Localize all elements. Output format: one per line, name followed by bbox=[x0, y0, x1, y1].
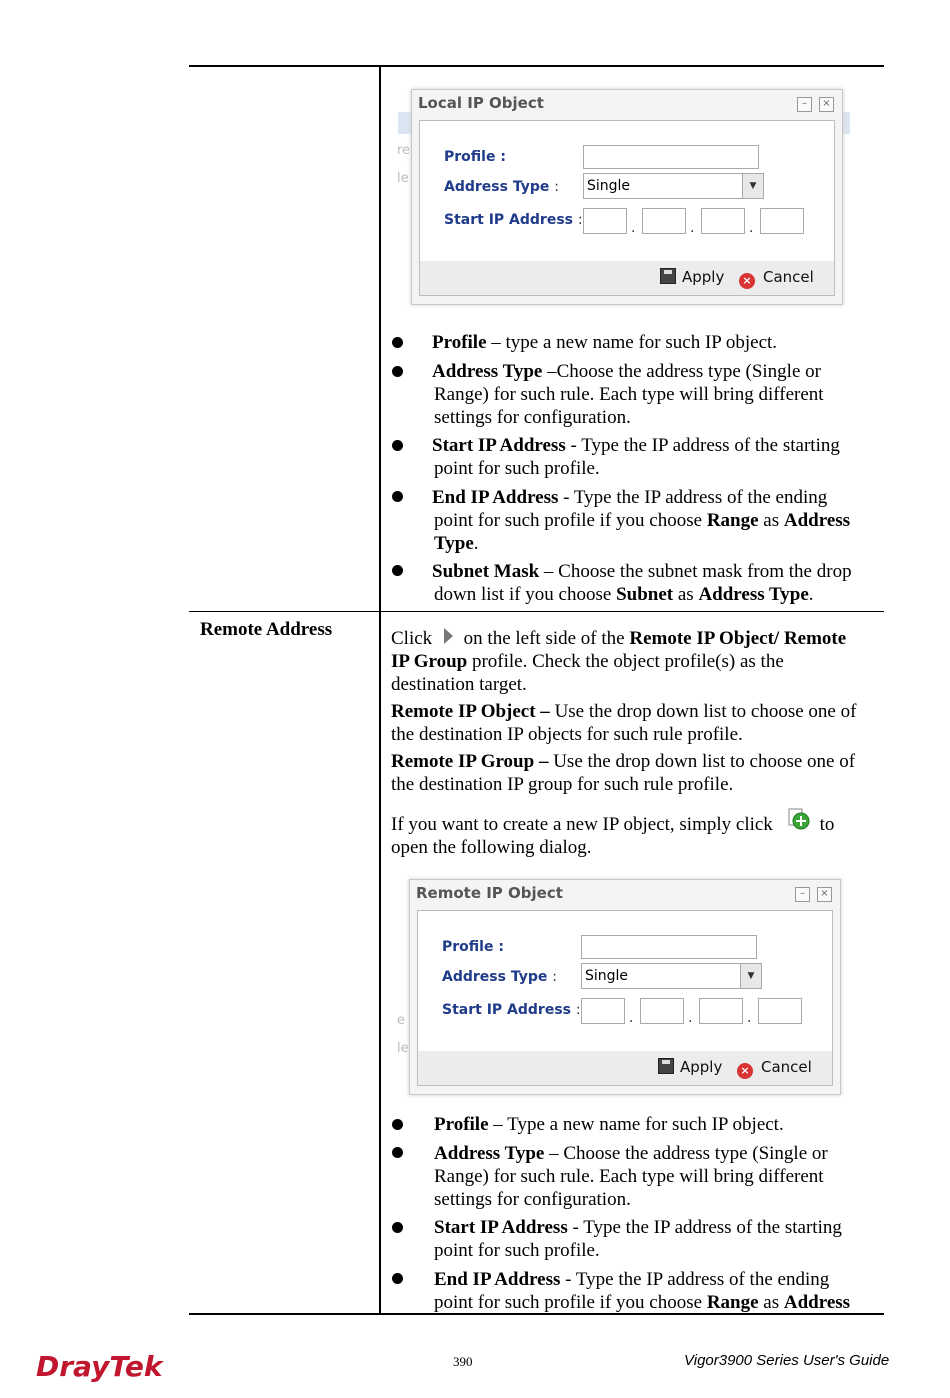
minimize-icon[interactable]: – bbox=[797, 97, 812, 112]
address-type-label-text: Address Type bbox=[442, 969, 548, 985]
profile-input[interactable] bbox=[581, 935, 757, 959]
bullet-term: Subnet Mask bbox=[432, 561, 540, 582]
bullet-term: End IP Address bbox=[432, 487, 559, 508]
dialog-footer bbox=[417, 1051, 833, 1086]
remote-paragraph-4 bbox=[391, 808, 881, 859]
start-ip-octet-3[interactable] bbox=[699, 998, 743, 1024]
bullet-term: Profile bbox=[434, 1114, 489, 1135]
remote-text: open the following dialog. bbox=[391, 837, 592, 858]
start-ip-octet-2[interactable] bbox=[642, 208, 686, 234]
apply-label: Apply bbox=[680, 1058, 723, 1076]
address-type-label-text: Address Type bbox=[444, 179, 550, 195]
bullet-end-ip bbox=[434, 1268, 874, 1314]
background-text: le bbox=[397, 171, 409, 186]
bullet-dot bbox=[392, 491, 403, 502]
ip-separator: . bbox=[690, 220, 695, 236]
address-type-value: Single bbox=[587, 178, 631, 194]
cancel-button[interactable] bbox=[737, 1058, 812, 1079]
start-ip-octet-3[interactable] bbox=[701, 208, 745, 234]
address-type-label bbox=[442, 969, 557, 985]
bullet-term: End IP Address bbox=[434, 1269, 561, 1290]
expand-arrow-icon bbox=[441, 626, 455, 648]
bullet-term: Range bbox=[706, 510, 759, 531]
cancel-icon: × bbox=[737, 1063, 753, 1079]
bullet-term: Subnet bbox=[616, 584, 674, 605]
guide-title: Vigor3900 Series User's Guide bbox=[684, 1352, 890, 1369]
bullet-term: Address Type bbox=[434, 1143, 545, 1164]
start-ip-label bbox=[444, 212, 583, 228]
remote-term: IP Group bbox=[391, 651, 468, 672]
colon: : bbox=[552, 969, 557, 985]
bullet-end-ip bbox=[432, 486, 872, 555]
bullet-text: – type a new name for such IP object. bbox=[486, 332, 778, 353]
minimize-icon[interactable]: – bbox=[795, 887, 810, 902]
bullet-text: down list if you choose bbox=[434, 584, 617, 605]
remote-paragraph-1 bbox=[391, 626, 881, 696]
cancel-icon: × bbox=[739, 273, 755, 289]
table-top-border bbox=[189, 65, 884, 67]
background-text: le bbox=[397, 1041, 409, 1056]
remote-term: Remote IP Object – bbox=[391, 701, 550, 722]
bullet-dot bbox=[392, 1222, 403, 1233]
bullet-term: Address bbox=[783, 1292, 851, 1313]
start-ip-label-text: Start IP Address bbox=[442, 1002, 571, 1018]
address-type-select[interactable] bbox=[583, 173, 764, 199]
dialog-body bbox=[417, 910, 833, 1052]
bullet-text: settings for configuration. bbox=[434, 1189, 631, 1210]
cancel-button[interactable] bbox=[739, 268, 814, 289]
bullet-text: - Type the IP address of the ending bbox=[560, 1269, 830, 1290]
draytek-logo: DrayTek bbox=[36, 1350, 163, 1383]
dialog-body bbox=[419, 120, 835, 262]
apply-label: Apply bbox=[682, 268, 725, 286]
remote-ip-object-dialog bbox=[409, 879, 841, 1095]
profile-label: Profile : bbox=[444, 149, 506, 165]
save-icon bbox=[660, 268, 676, 284]
bullet-text: point for such profile. bbox=[434, 1240, 600, 1261]
apply-button[interactable] bbox=[658, 1058, 722, 1076]
bullet-start-ip bbox=[434, 1216, 874, 1262]
bullet-text: - Type the IP address of the ending bbox=[558, 487, 828, 508]
background-text: re bbox=[397, 143, 411, 158]
ip-separator: . bbox=[747, 1010, 752, 1026]
page-number: 390 bbox=[453, 1354, 473, 1369]
dialog-title: Remote IP Object bbox=[416, 884, 563, 902]
start-ip-label-text: Start IP Address bbox=[444, 212, 573, 228]
bullet-dot bbox=[392, 366, 403, 377]
bullet-dot bbox=[392, 337, 403, 348]
table-row-divider bbox=[189, 611, 884, 612]
remote-text: the destination IP objects for such rule profile. bbox=[391, 724, 743, 745]
save-icon bbox=[658, 1058, 674, 1074]
bullet-profile bbox=[434, 1113, 874, 1136]
address-type-select[interactable] bbox=[581, 963, 762, 989]
bullet-text: point for such profile if you choose bbox=[434, 1292, 707, 1313]
bullet-text: as bbox=[758, 510, 784, 531]
bullet-dot bbox=[392, 1273, 403, 1284]
address-type-value: Single bbox=[585, 968, 629, 984]
start-ip-octet-4[interactable] bbox=[758, 998, 802, 1024]
bullet-text: point for such profile if you choose bbox=[434, 510, 707, 531]
bullet-profile bbox=[432, 331, 872, 354]
remote-text: destination target. bbox=[391, 674, 527, 695]
colon: : bbox=[577, 212, 583, 228]
dialog-title: Local IP Object bbox=[418, 94, 544, 112]
cancel-label: Cancel bbox=[761, 1058, 812, 1076]
bullet-text: as bbox=[673, 584, 699, 605]
remote-text: the destination IP group for such rule profile. bbox=[391, 774, 734, 795]
colon: : bbox=[554, 179, 559, 195]
click-text: Click bbox=[391, 628, 433, 649]
close-icon[interactable]: × bbox=[817, 887, 832, 902]
start-ip-octet-2[interactable] bbox=[640, 998, 684, 1024]
remote-text: profile. Check the object profile(s) as the bbox=[467, 651, 784, 672]
bullet-text: Range) for such rule. Each type will bring different bbox=[434, 1166, 824, 1187]
bullet-text: as bbox=[758, 1292, 784, 1313]
bullet-text: –Choose the address type (Single or bbox=[542, 361, 821, 382]
bullet-text: – Type a new name for such IP object. bbox=[488, 1114, 784, 1135]
bullet-dot bbox=[392, 565, 403, 576]
bullet-text: Range) for such rule. Each type will bring different bbox=[434, 384, 824, 405]
address-type-label bbox=[444, 179, 559, 195]
bullet-term: Profile bbox=[432, 332, 487, 353]
bullet-text: – Choose the address type (Single or bbox=[544, 1143, 828, 1164]
chevron-down-icon[interactable]: ▼ bbox=[740, 964, 761, 988]
remote-text: Use the drop down list to choose one of bbox=[548, 751, 856, 772]
bullet-text: point for such profile. bbox=[434, 458, 600, 479]
bullet-text: settings for configuration. bbox=[434, 407, 631, 428]
add-object-icon bbox=[786, 808, 812, 832]
bullet-start-ip bbox=[432, 434, 872, 480]
profile-input[interactable] bbox=[583, 145, 759, 169]
bullet-term: Address Type bbox=[432, 361, 543, 382]
start-ip-octet-4[interactable] bbox=[760, 208, 804, 234]
cancel-label: Cancel bbox=[763, 268, 814, 286]
bullet-term: Address bbox=[783, 510, 851, 531]
remote-term: Remote IP Group – bbox=[391, 751, 549, 772]
bullet-text: – Choose the subnet mask from the drop bbox=[539, 561, 852, 582]
row-label-remote-address: Remote Address bbox=[200, 619, 333, 640]
bullet-term: Start IP Address bbox=[434, 1217, 568, 1238]
remote-paragraph-2 bbox=[391, 700, 881, 746]
apply-button[interactable] bbox=[660, 268, 724, 286]
bullet-text: - Type the IP address of the starting bbox=[565, 435, 840, 456]
bullet-dot bbox=[392, 1147, 403, 1158]
start-ip-octet-1[interactable] bbox=[581, 998, 625, 1024]
bullet-term: Range bbox=[706, 1292, 759, 1313]
bullet-address-type bbox=[432, 360, 872, 429]
bullet-address-type bbox=[434, 1142, 874, 1211]
bullet-dot bbox=[392, 1119, 403, 1130]
background-text: e bbox=[397, 1013, 405, 1028]
remote-text: to bbox=[819, 814, 835, 835]
remote-text: Use the drop down list to choose one of bbox=[549, 701, 857, 722]
remote-text: If you want to create a new IP object, simply click bbox=[391, 814, 773, 835]
bullet-term: Type bbox=[434, 533, 474, 554]
bullet-subnet-mask bbox=[432, 560, 872, 606]
table-column-divider bbox=[379, 65, 381, 1315]
bullet-text: - Type the IP address of the starting bbox=[567, 1217, 842, 1238]
ip-separator: . bbox=[749, 220, 754, 236]
colon: : bbox=[575, 1002, 581, 1018]
start-ip-octet-1[interactable] bbox=[583, 208, 627, 234]
local-ip-object-dialog bbox=[411, 89, 843, 305]
chevron-down-icon[interactable]: ▼ bbox=[742, 174, 763, 198]
bullet-term: Address Type bbox=[698, 584, 809, 605]
ip-separator: . bbox=[688, 1010, 693, 1026]
ip-separator: . bbox=[629, 1010, 634, 1026]
close-icon[interactable]: × bbox=[819, 97, 834, 112]
profile-label: Profile : bbox=[442, 939, 504, 955]
bullet-text: . bbox=[473, 533, 479, 554]
ip-separator: . bbox=[631, 220, 636, 236]
remote-term: Remote IP Object/ Remote bbox=[629, 628, 847, 649]
remote-paragraph-3 bbox=[391, 750, 881, 796]
remote-text: on the left side of the bbox=[458, 628, 630, 649]
bullet-dot bbox=[392, 440, 403, 451]
dialog-footer bbox=[419, 261, 835, 296]
bullet-term: Start IP Address bbox=[432, 435, 566, 456]
bullet-text: . bbox=[808, 584, 814, 605]
start-ip-label bbox=[442, 1002, 581, 1018]
